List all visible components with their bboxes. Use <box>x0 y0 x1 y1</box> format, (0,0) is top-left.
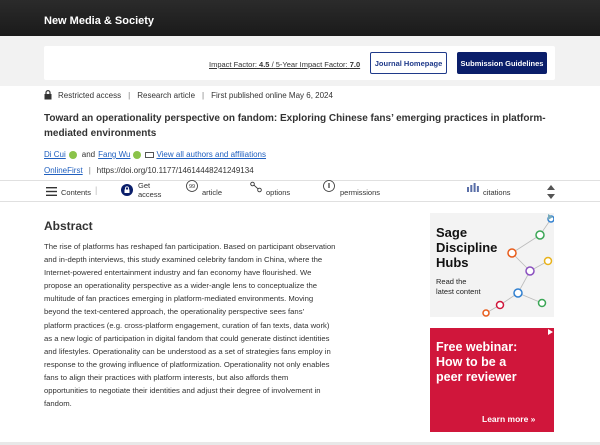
abstract-line: fandom. <box>44 399 72 409</box>
abstract-line: response to the growing influence of platformization. Operationality not only enables <box>44 359 330 369</box>
abstract-line: multitude of fan practices emerging in platform-mediated environments. Moving <box>44 294 314 304</box>
author-link[interactable]: Fang Wu <box>98 150 131 159</box>
author-list <box>44 150 266 159</box>
toolbar-divider: | <box>95 185 98 195</box>
orcid-icon[interactable] <box>133 151 141 159</box>
info-icon <box>323 180 335 192</box>
contents-button[interactable]: Contents <box>61 188 92 197</box>
author-and: and <box>81 150 96 159</box>
meta-divider: | <box>202 90 205 100</box>
citations-button[interactable]: citations <box>483 188 511 197</box>
cite-icon <box>186 180 198 192</box>
abstract-line: The rise of platforms has reshaped fan participation. Based on participant observation <box>44 242 336 251</box>
learn-more-link[interactable]: Learn more » <box>482 414 536 424</box>
journal-name[interactable]: New Media & Society <box>44 15 155 27</box>
ad-choices-icon[interactable] <box>547 214 553 220</box>
sort-icon[interactable] <box>547 185 555 199</box>
impact-factor-link[interactable]: Impact Factor: 4.5 / 5-Year Impact Factor: 7.0 <box>209 60 361 69</box>
get-access-button[interactable]: Get access <box>138 181 162 199</box>
article-tools-bar <box>0 180 600 202</box>
abstract-line: opportunities to negotiate their identities and adjust their degree of involvement in <box>44 386 321 396</box>
bar-chart-icon <box>467 183 479 192</box>
abstract-text <box>44 240 404 410</box>
abstract-line: beyond the text-centered approach, the operationality perspective sees fans’ <box>44 307 305 317</box>
cite-article-button[interactable]: article <box>202 188 223 197</box>
lock-icon <box>44 90 52 100</box>
free-webinar-ad[interactable] <box>430 328 554 432</box>
email-icon[interactable] <box>145 152 154 158</box>
meta-divider: | <box>128 90 131 100</box>
access-status: Restricted access <box>58 90 122 100</box>
site-header <box>0 0 600 36</box>
author-link[interactable]: Di Cui <box>44 150 66 159</box>
article-title: Toward an operationality perspective on fandom: Exploring Chinese fans’ emerging practices in platform-mediated environments <box>44 113 546 139</box>
abstract-heading: Abstract <box>44 219 93 233</box>
abstract-line: and in-depth interviews, this study examined celebrity fandom in China, where the <box>44 255 323 265</box>
journal-homepage-button[interactable]: Journal Homepage <box>370 52 447 74</box>
doi-link[interactable]: https://doi.org/10.1177/14614448241249134 <box>96 166 254 175</box>
ad-choices-icon[interactable] <box>547 329 553 335</box>
permissions-button[interactable]: permissions <box>340 188 381 197</box>
abstract-line: as a new logic of participation in digital fandom that could generate distinct identities <box>44 333 330 343</box>
sage-discipline-hubs-ad[interactable] <box>430 213 554 317</box>
view-all-authors-link[interactable]: View all authors and affiliations <box>156 150 267 159</box>
doi-line <box>44 166 254 175</box>
submission-guidelines-button[interactable]: Submission Guidelines <box>457 52 547 74</box>
abstract-line: fans to align their practices with platform interests, but also affords them <box>44 372 289 382</box>
doi-divider: | <box>88 166 91 175</box>
article-type: Research article <box>137 90 196 100</box>
abstract-line: platform practices (e.g. cross-platform engagement, curation of fan texts, data work) <box>44 320 330 330</box>
online-first-link[interactable]: OnlineFirst <box>44 166 83 175</box>
svg-text:99: 99 <box>188 184 196 190</box>
ad-title: Free webinar: How to be a peer reviewer <box>436 340 518 384</box>
published-date: First published online May 6, 2024 <box>211 90 333 100</box>
abstract-line: propose an operationality perspective as a wider-angle lens to conceptualize the <box>44 281 318 291</box>
article-meta <box>44 90 333 100</box>
menu-icon <box>46 187 57 196</box>
ad-subtitle: Read the latest content <box>436 277 481 296</box>
ad-title: Sage Discipline Hubs <box>436 225 498 270</box>
share-options-button[interactable]: options <box>266 188 291 197</box>
orcid-icon[interactable] <box>69 151 77 159</box>
share-icon <box>250 181 262 193</box>
abstract-line: Internet-powered entertainment industry and fan economy have flourished. We <box>44 268 312 278</box>
abstract-line: and lifestyles. Operationality can be understood as a set of strategies fans employ in <box>44 346 331 356</box>
get-access-icon <box>121 184 133 196</box>
